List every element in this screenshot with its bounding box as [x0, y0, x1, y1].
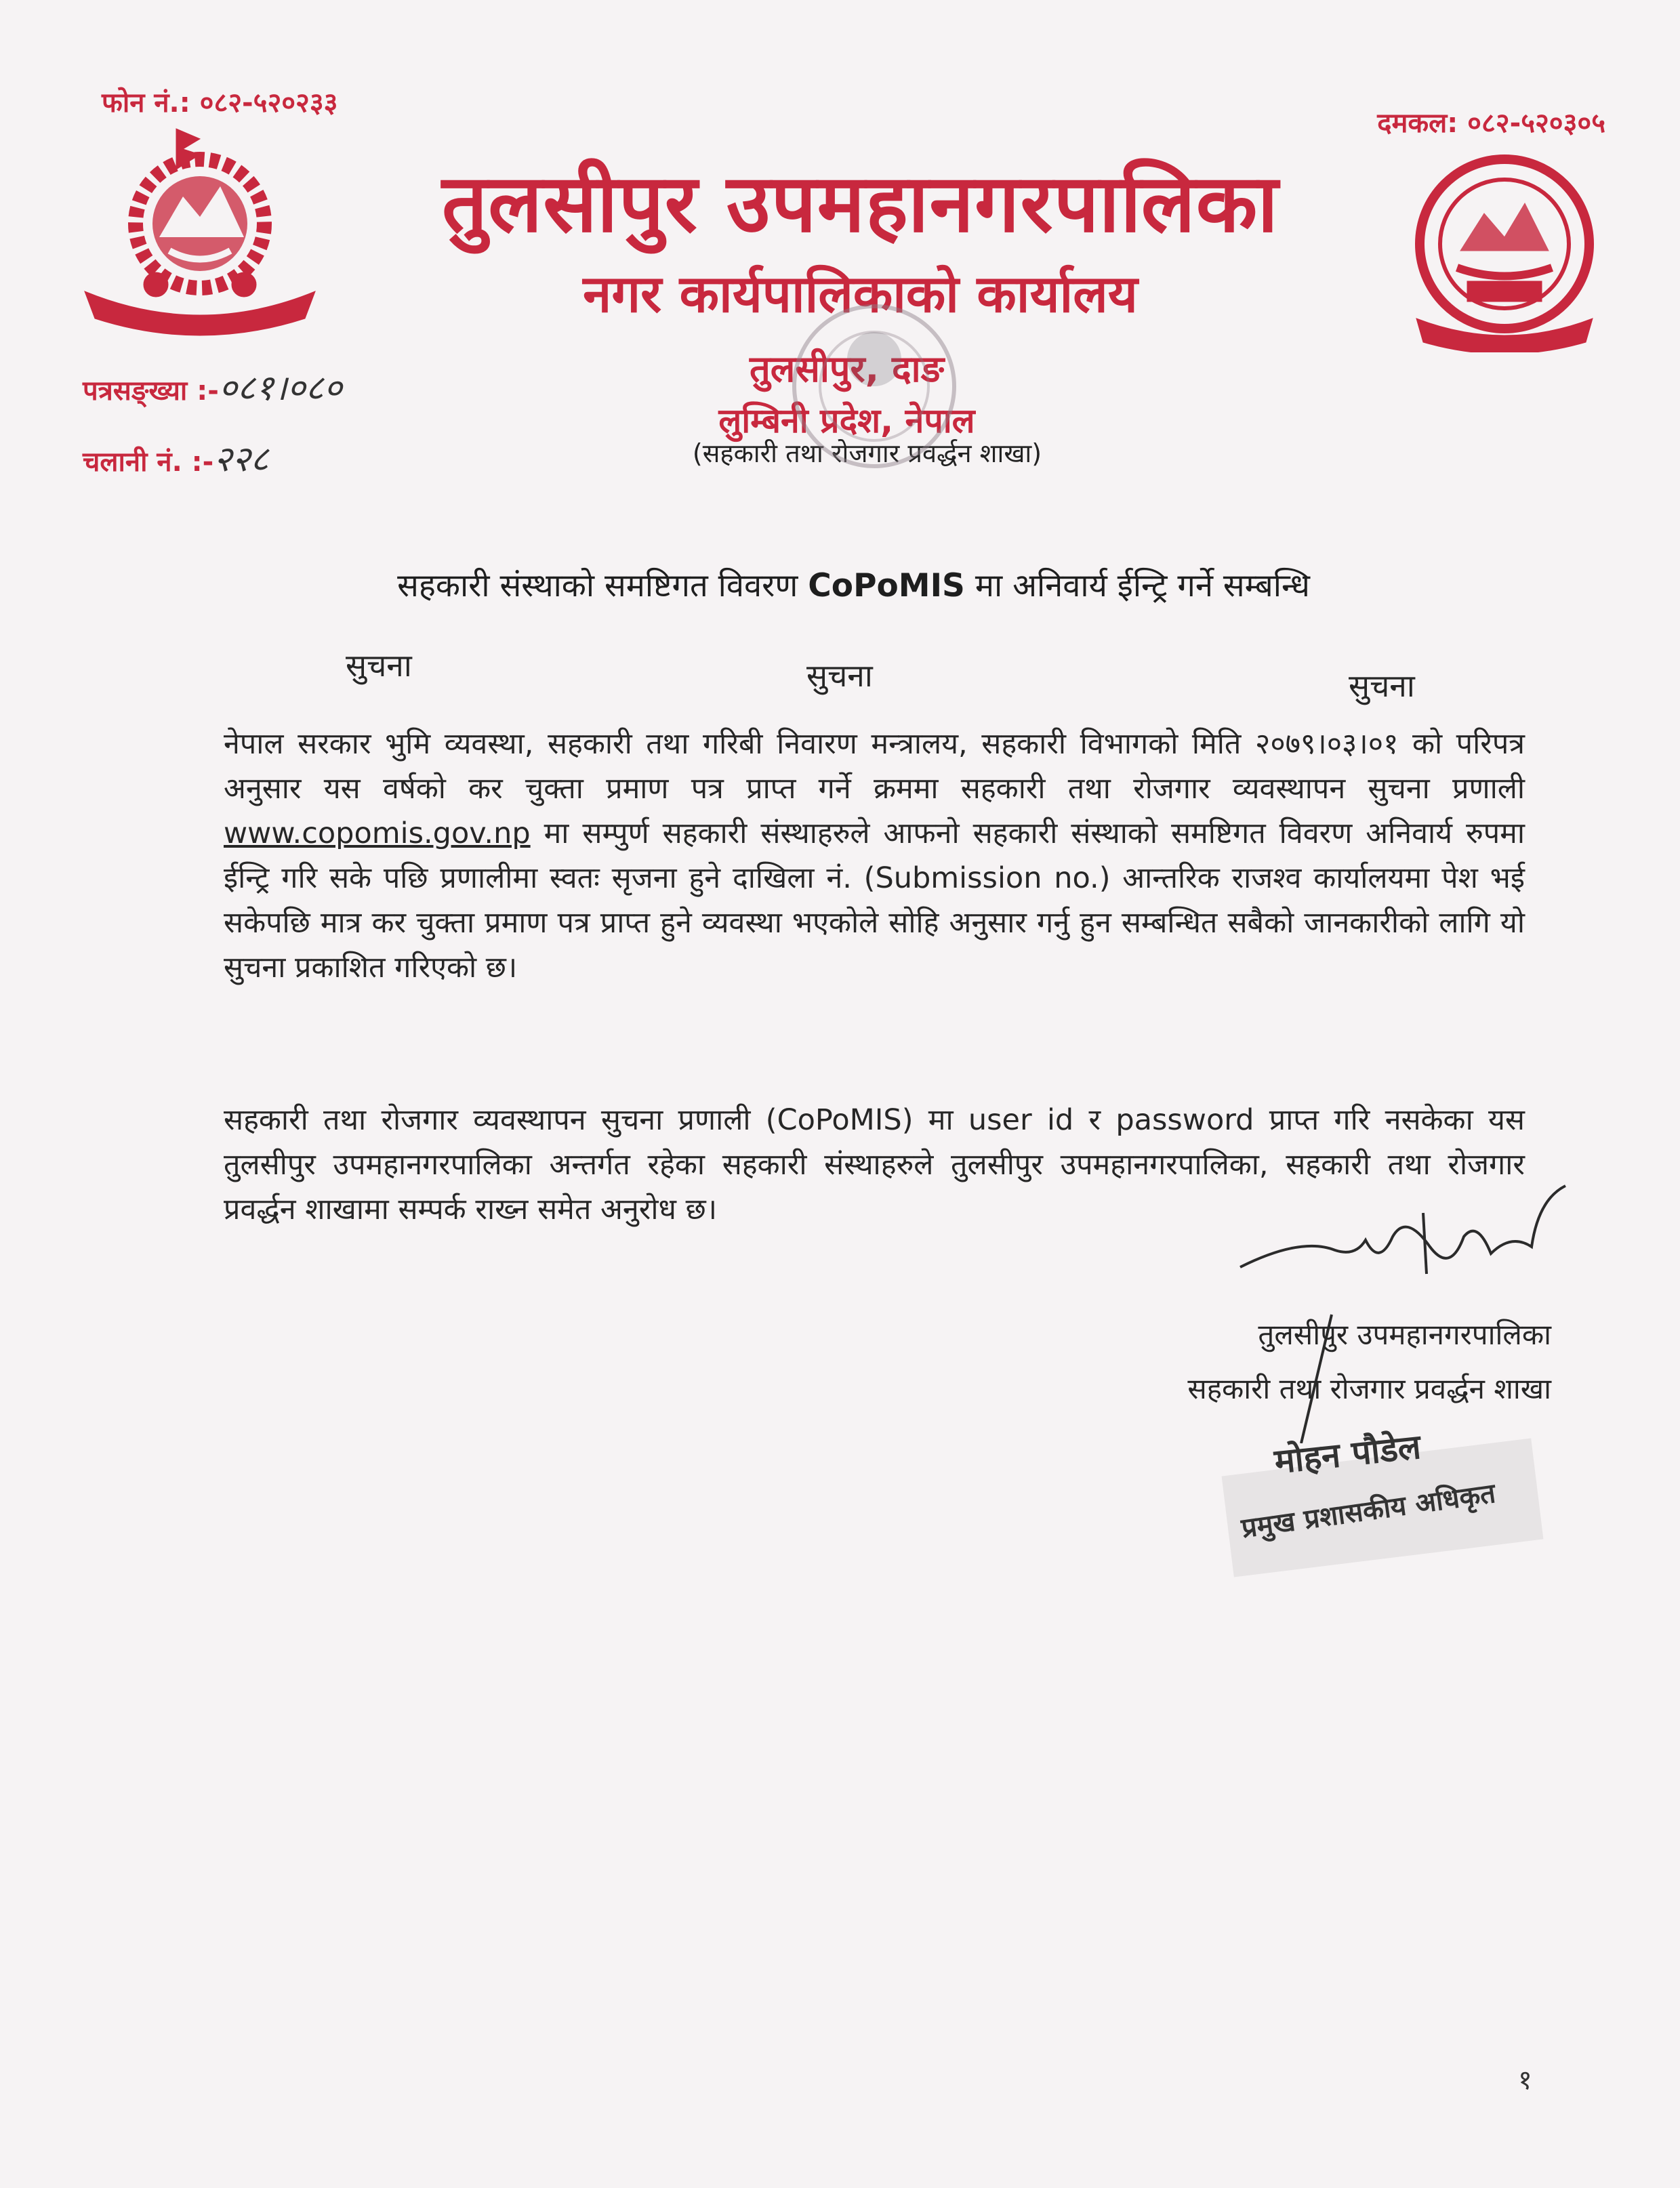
signature-municipality: तुलसीपुर उपमहानगरपालिका — [1258, 1318, 1551, 1351]
body-paragraph-1 — [224, 722, 1525, 990]
signatory-title: प्रमुख प्रशासकीय अधिकृत — [1239, 1477, 1498, 1545]
notice-word-center: सुचना — [806, 657, 873, 694]
copomis-link[interactable]: www.copomis.gov.np — [224, 817, 531, 850]
office-stamp-icon — [773, 291, 976, 481]
paragraph-1-part-b: मा सम्पुर्ण सहकारी संस्थाहरुले आफनो सहकारी संस्थाको समष्टिगत विवरण अनिवार्य रुपमा ईन्ट्रि गरि सके पछि प्रणालीमा स्वतः सृजना हुने दाखिला नं. (Submission no.) आन्तरिक राजश्व कार्यालयमा पेश भई सकेपछि मात्र कर चुक्ता प्रमाण पत्र प्राप्त हुने व्यवस्था भएकोले सोहि अनुसार गर्नु हुन सम्बन्धित सबैको जानकारीको लागि यो सुचना प्रकाशित गरिएको छ। — [224, 817, 1525, 985]
subject-suffix: मा अनिवार्य ईन्ट्रि गर्ने सम्बन्धि — [975, 567, 1310, 604]
province-line: लुम्बिनी प्रदेश, नेपाल — [718, 401, 975, 440]
phone-number: फोन नं.: ०८२-५२०२३३ — [102, 87, 338, 119]
signature-branch: सहकारी तथा रोजगार प्रवर्द्धन शाखा — [1187, 1372, 1551, 1405]
city-line: तुलसीपुर, दाङ — [749, 348, 944, 390]
subject-prefix: सहकारी संस्थाको समष्टिगत विवरण — [397, 567, 798, 604]
reference-label: पत्रसङ्ख्या :- — [83, 375, 219, 407]
page-number: १ — [1518, 2065, 1532, 2096]
office-name: नगर कार्यपालिकाको कार्यालय — [583, 264, 1138, 324]
notice-word-right: सुचना — [1349, 667, 1415, 704]
subject-acronym: CoPoMIS — [808, 567, 965, 604]
fire-brigade-number: दमकल: ०८२-५२०३०५ — [1377, 108, 1605, 139]
paragraph-1-part-a: नेपाल सरकार भुमि व्यवस्था, सहकारी तथा गरिबी निवारण मन्त्रालय, सहकारी विभागको मिति २०७९।०३।०१ को परिपत्र अनुसार यस वर्षको कर चुक्ता प्रमाण पत्र प्राप्त गर्ने क्रममा सहकारी तथा रोजगार व्यवस्थापन सुचना प्रणाली — [224, 727, 1525, 806]
body-paragraph-2: सहकारी तथा रोजगार व्यवस्थापन सुचना प्रणाली (CoPoMIS) मा user id र password प्राप्त गरि नसकेका यस तुलसीपुर उपमहानगरपालिका अन्तर्गत रहेका सहकारी संस्थाहरुले तुलसीपुर उपमहानगरपालिका, सहकारी तथा रोजगार प्रवर्द्धन शाखामा सम्पर्क राख्न समेत अनुरोध छ। — [224, 1103, 1525, 1226]
municipality-title: तुलसीपुर उपमहानगरपालिका — [442, 157, 1279, 250]
notice-word-left: सुचना — [346, 647, 412, 684]
reference-row — [83, 363, 342, 411]
dispatch-value: २२८ — [213, 439, 269, 480]
dispatch-label: चलानी नं. :- — [83, 447, 214, 478]
branch-line: (सहकारी तथा रोजगार प्रवर्द्धन शाखा) — [692, 438, 1042, 468]
subject-line — [0, 562, 1680, 606]
signatory-name: मोहन पौडेल — [1272, 1426, 1423, 1482]
reference-value: ०८१।०८० — [218, 368, 342, 409]
dispatch-row — [83, 434, 268, 482]
